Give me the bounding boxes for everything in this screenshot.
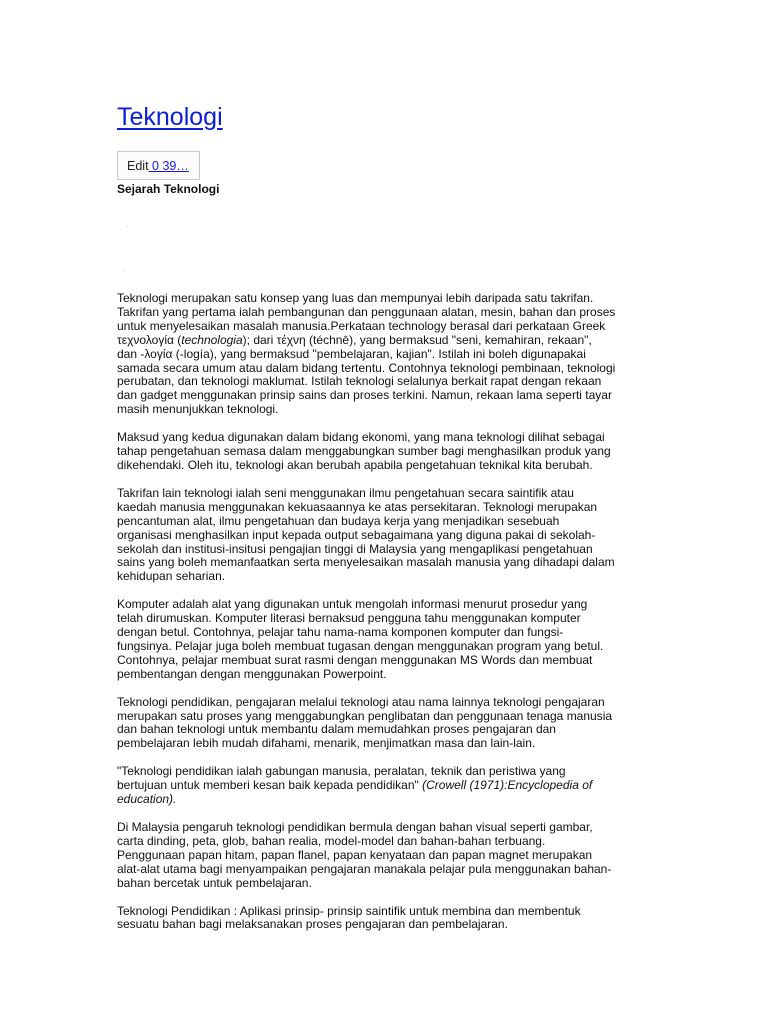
text-line <box>117 793 657 807</box>
citation: (Crowell (1971):Encyclopedia of <box>422 778 593 793</box>
text-line: dan -λογία (-logía), yang bermaksud "pembelajaran, kajian". Istilah ini boleh digunapakai <box>117 346 586 361</box>
text-line: Contohnya, pelajar membuat surat rasmi dengan menggunakan MS Words dan membuat <box>117 652 593 667</box>
text-line: samada secara umum atau dalam bidang tertentu. Contohnya teknologi pembinaan, teknologi <box>117 360 616 375</box>
paragraph-8 <box>117 905 657 933</box>
text-line: sains yang boleh memanfaatkan serta menyelesaikan masalah manusia yang dihadapi dalam <box>117 555 615 570</box>
text-line: bahan bercetak untuk pembelajaran. <box>117 875 312 890</box>
text-line: Maksud yang kedua digunakan dalam bidang ekonomi, yang mana teknologi dilihat sebagai <box>117 430 605 445</box>
text-line: pembentangan dengan menggunakan Powerpoint. <box>117 666 387 681</box>
text-line: Teknologi Pendidikan : Aplikasi prinsip- prinsip saintifik untuk membina dan membentuk <box>117 903 581 918</box>
text-line: dan bahan teknologi untuk membantu dalam memudahkan proses pengajaran dan <box>117 722 556 737</box>
paragraph-1 <box>117 292 657 417</box>
paragraph-5 <box>117 696 657 752</box>
text-line: carta dinding, peta, glob, bahan realia, model-model dan bahan-bahan terbuang. <box>117 833 546 848</box>
greek-text: ); dari τέχνη (téchnē), yang bermaksud "seni, kemahiran, rekaan", <box>242 332 592 347</box>
quote-text: bertujuan untuk memberi kesan baik kepada pendidikan" <box>117 778 423 793</box>
text-line: Takrifan lain teknologi ialah seni menggunakan ilmu pengetahuan secara saintifik atau <box>117 485 574 500</box>
text-line <box>117 334 657 348</box>
text-line: kaedah manusia menggunakan kekuasaannya ke atas persekitaran. Teknologi merupakan <box>117 499 598 514</box>
section-subtitle: Sejarah Teknologi <box>117 182 220 196</box>
text-line: sekolah dan institusi-insitusi pengajian tinggi di Malaysia yang mengaplikasi pengetahuan <box>117 541 593 556</box>
text-line: dan gadget menggunakan prinsip sains dan proses terkini. Namun, rekaan lama seperti tayar <box>117 388 612 403</box>
paragraph-quote <box>117 765 657 807</box>
text-line: Takrifan yang pertama ialah pembangunan dan penggunaan alatan, mesin, bahan dan proses <box>117 304 616 319</box>
text-line: Komputer adalah alat yang digunakan untuk mengolah informasi menurut prosedur yang <box>117 597 588 612</box>
paragraph-2 <box>117 431 657 473</box>
text-line: kehidupan seharian. <box>117 569 226 584</box>
paragraph-4 <box>117 598 657 681</box>
text-line: untuk menyelesaikan masalah manusia.Perkataan technology berasal dari perkataan Greek <box>117 318 606 333</box>
text-line: organisasi menghasilkan input kepada output sebagaimana yang diguna pakai di sekolah- <box>117 527 596 542</box>
text-line: tahap pengetahuan semasa dalam menggabungkan sumber bagi menghasilkan produk yang <box>117 444 611 459</box>
text-line: masih menunjukkan teknologi. <box>117 402 279 417</box>
text-line: Teknologi pendidikan, pengajaran melalui teknologi atau nama lainnya teknologi pengajaran <box>117 694 605 709</box>
text-line: telah dirumuskan. Komputer literasi bernaksud pengguna tahu menggunakan komputer <box>117 611 581 626</box>
text-line: pembelajaran lebih mudah difahami, menarik, menjimatkan masa dan lain-lain. <box>117 736 536 751</box>
edit-box[interactable] <box>117 151 200 180</box>
text-line: perubatan, dan teknologi maklumat. Istilah teknologi selalunya berkait rapat dengan rekaan <box>117 374 602 389</box>
page-title-link[interactable]: Teknologi <box>117 103 223 131</box>
edit-label: Edit <box>127 159 149 173</box>
greek-text: τεχνολογία ( <box>117 332 182 347</box>
edit-count-link[interactable]: 0 39… <box>148 159 189 173</box>
text-line: Teknologi merupakan satu konsep yang luas dan mempunyai lebih daripada satu takrifan. <box>117 291 594 305</box>
text-line: Di Malaysia pengaruh teknologi pendidikan bermula dengan bahan visual seperti gambar, <box>117 820 593 834</box>
text-line: Penggunaan papan hitam, papan flanel, papan kenyataan dan papan magnet merupakan <box>117 847 593 862</box>
text-line: merupakan satu proses yang menggabungkan penglibatan dan penggunaan tenaga manusia <box>117 708 613 723</box>
text-line: dikehendaki. Oleh itu, teknologi akan berubah apabila pengetahuan teknikal kita berubah. <box>117 457 593 472</box>
article-body <box>117 292 657 946</box>
italic-term: technologia <box>181 332 243 347</box>
text-line: sesuatu bahan bagi melaksanakan proses pengajaran dan pembelajaran. <box>117 917 508 932</box>
text-line: dengan betul. Contohnya, pelajar tahu nama-nama komponen komputer dan fungsi- <box>117 625 564 640</box>
text-line: fungsinya. Pelajar juga boleh membuat tugasan dengan menggunakan program yang betul. <box>117 638 604 653</box>
text-line <box>117 779 657 793</box>
citation: education). <box>117 792 177 807</box>
blank-image-dot <box>124 270 125 271</box>
text-line: alat-alat utama bagi menyampaikan pengajaran manakala pelajar pula menggunakan bahan- <box>117 861 612 876</box>
text-line: "Teknologi pendidikan ialah gabungan manusia, peralatan, teknik dan peristiwa yang <box>117 764 566 779</box>
paragraph-3 <box>117 487 657 584</box>
text-line: pencantuman alat, ilmu pengetahuan dan budaya kerja yang menjadikan sesebuah <box>117 513 560 528</box>
blank-image-dot <box>127 226 128 227</box>
paragraph-7 <box>117 821 657 891</box>
